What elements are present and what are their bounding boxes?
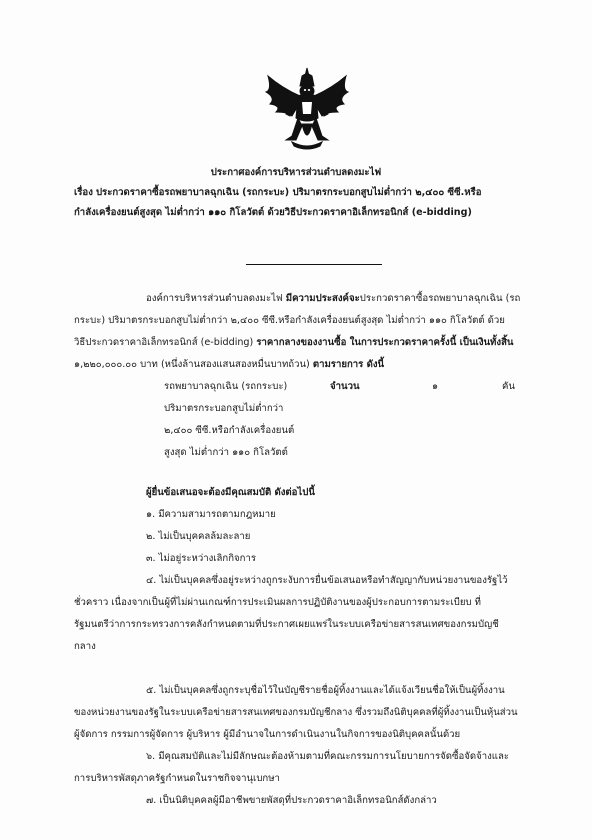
subject-line-1 (74, 186, 481, 200)
qualification-4-line-2: ชั่วคราว เนื่องจากเป็นผู้ที่ไม่ผ่านเกณฑ์การประเมินผลการปฏิบัติงานของผู้ประกอบการตามระเบียบ ที่ (74, 597, 481, 608)
qualification-4-line-1: ๔. ไม่เป็นบุคคลซึ่งอยู่ระหว่างถูกระงับการยื่นข้อเสนอหรือทำสัญญากับหน่วยงานของรัฐไว้ (146, 575, 508, 586)
intro-purpose: ประกวดราคาซื้อรถพยาบาลฉุกเฉิน (รถ (359, 293, 521, 304)
intro-org: องค์การบริหารส่วนตำบลดงมะไฟ (146, 293, 283, 304)
intro-line-4 (74, 358, 384, 372)
item-qty: ๑ (432, 381, 439, 392)
item-unit: คัน (502, 381, 515, 392)
intro-line-1 (146, 292, 520, 306)
subject-text-1: ประกวดราคาซื้อรถพยาบาลฉุกเฉิน (รถกระบะ) ปริมาตรกระบอกสูบไม่ต่ำกว่า ๒,๔๐๐ ซีซี.หรือ (95, 187, 482, 198)
qualification-4-line-4: กลาง (74, 641, 96, 652)
item-name-line-4: สูงสุด ไม่ต่ำกว่า ๑๑๐ กิโลวัตต์ (164, 447, 288, 458)
intro-list-label: ตามรายการ ดังนี้ (312, 359, 385, 370)
intro-line-2: กระบะ) ปริมาตรกระบอกสูบไม่ต่ำกว่า ๒,๔๐๐ ซีซี.หรือกำลังเครื่องยนต์สูงสุด ไม่ต่ำกว่า ๑๑๐ กิโลวัตต์ ด้วย (74, 315, 505, 326)
intro-amount-text: (หนึ่งล้านสองแสนสองหมื่นบาทถ้วน) (160, 359, 310, 370)
item-name-line-1: รถพยาบาลฉุกเฉิน (รถกระบะ) (164, 381, 288, 392)
item-name-line-3: ๒,๔๐๐ ซีซี.หรือกำลังเครื่องยนต์ (164, 425, 295, 436)
intro-method: วิธีประกวดราคาอิเล็กทรอนิกส์ (e-bidding) (74, 337, 254, 348)
qualification-6-line-2: การบริหารพัสดุภาครัฐกำหนดในราชกิจจานุเบกษา (74, 773, 280, 784)
subject-line-2: กำลังเครื่องยนต์สูงสุด ไม่ต่ำกว่า ๑๑๐ กิโลวัตต์ ด้วยวิธีประกวดราคาอิเล็กทรอนิกส์ (e-bidding) (74, 207, 472, 218)
org-announcement-title: ประกาศองค์การบริหารส่วนตำบลดงมะไฟ (210, 167, 382, 178)
intro-amount: ๑,๒๒๐,๐๐๐.๐๐ บาท (74, 359, 158, 370)
qualification-6-line-1: ๖. มีคุณสมบัติและไม่มีลักษณะต้องห้ามตามที่คณะกรรมการนโยบายการจัดซื้อจัดจ้างและ (146, 751, 509, 762)
qualification-1: ๑. มีความสามารถตามกฎหมาย (146, 509, 276, 520)
qualifications-heading: ผู้ยื่นข้อเสนอจะต้องมีคุณสมบัติ ดังต่อไปนี้ (146, 487, 315, 498)
intro-median-price: ราคากลางของงานซื้อ ในการประกวดราคาครั้งนี้ เป็นเงินทั้งสิ้น (256, 337, 514, 348)
item-name-line-2: ปริมาตรกระบอกสูบไม่ต่ำกว่า (164, 403, 284, 414)
qualification-4-line-3: รัฐมนตรีว่าการกระทรวงการคลังกำหนดตามที่ประกาศเผยแพร่ในระบบเครือข่ายสารสนเทศของกรมบัญชี (74, 619, 499, 630)
intro-intent: มีความประสงค์จะ (285, 293, 360, 304)
intro-line-3 (74, 336, 513, 350)
qualification-5-line-2: ของหน่วยงานของรัฐในระบบเครือข่ายสารสนเทศของกรมบัญชีกลาง ซึ่งรวมถึงนิติบุคคลที่ผู้ทิ้งงานเป็นหุ้นส่วน (74, 707, 518, 718)
subject-label: เรื่อง (74, 187, 93, 198)
qualification-5-line-1: ๕. ไม่เป็นบุคคลซึ่งถูกระบุชื่อไว้ในบัญชีรายชื่อผู้ทิ้งงานและได้แจ้งเวียนชื่อให้เป็นผู้ทิ้งงาน (146, 685, 505, 696)
qualification-5-line-3: ผู้จัดการ กรรมการผู้จัดการ ผู้บริหาร ผู้มีอำนาจในการดำเนินงานในกิจการของนิติบุคคลนั้นด้วย (74, 729, 461, 740)
garuda-emblem-icon (262, 66, 352, 152)
qualification-7: ๗. เป็นนิติบุคคลผู้มีอาชีพขายพัสดุที่ประกวดราคาอิเล็กทรอนิกส์ดังกล่าว (146, 795, 437, 806)
item-qty-label: จำนวน (330, 381, 360, 392)
header-divider (246, 264, 382, 265)
qualification-3: ๓. ไม่อยู่ระหว่างเลิกกิจการ (146, 553, 257, 564)
qualification-2: ๒. ไม่เป็นบุคคลล้มละลาย (146, 531, 251, 542)
